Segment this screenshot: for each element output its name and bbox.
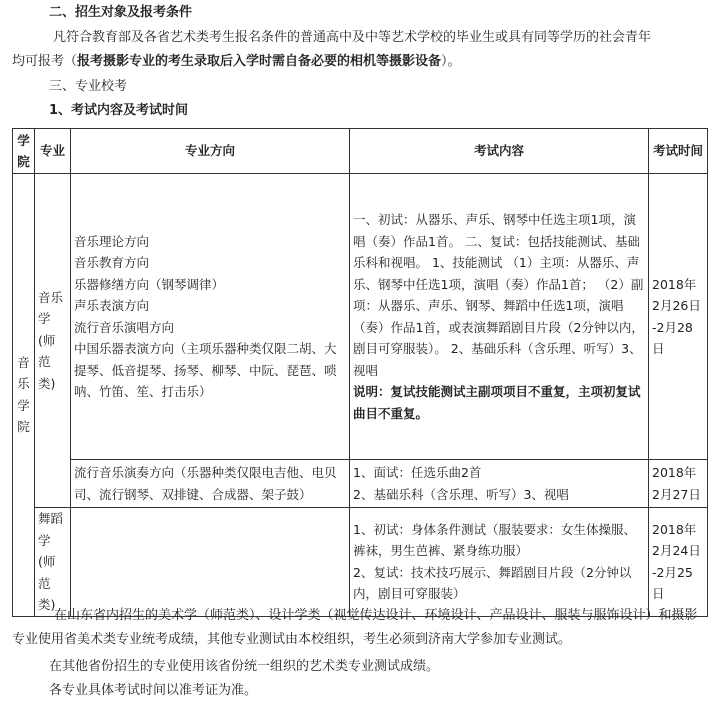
content-note: 说明：复试技能测试主副项项目不重复，主项初复试曲目不重复。	[353, 384, 641, 421]
content-cell-dance: 1、初试：身体条件测试（服装要求：女生体操服、裤袜，男生芭裤、紧身练功服） 2、复试：技术技巧展示、舞蹈剧目片段（2分钟以内，剧目可穿服装）	[350, 508, 649, 617]
table-header-row	[13, 129, 708, 174]
header-direction: 专业方向	[71, 129, 350, 174]
major-cell-music: 音乐 学(师 范类)	[35, 174, 71, 508]
college-cell: 音 乐 学 院	[13, 174, 35, 617]
other-provinces-paragraph: 在其他省份招生的专业使用该省份统一组织的艺术类专业测试成绩。	[49, 659, 440, 674]
exam-time-notice: 各专业具体考试时间以准考证为准。	[49, 683, 258, 698]
direction-cell-music: 音乐理论方向 音乐教育方向 乐器修缮方向（钢琴调律） 声乐表演方向 流行音乐演唱方向 中国乐器表演方向（主项乐器种类仅限二胡、大提琴、低音提琴、扬琴、柳琴、中阮、琵琶、唢呐、竹笛、笙、打击乐）	[71, 174, 350, 460]
photography-equipment-note: 报考摄影专业的考生录取后入学时需自备必要的相机等摄影设备	[77, 54, 442, 69]
content-text: 一、初试：从器乐、声乐、钢琴中任选主项1项，演唱（奏）作品1首。 二、复试：包括技能测试、基础乐科和视唱。 1、技能测试 （1）主项：从器乐、声乐、钢琴中任选1项，演唱（奏）作品1首； （2）副项：从器乐、声乐、钢琴、舞蹈中任选1项，演唱（奏）作品1首，或表演舞蹈剧目片段（2分钟以内，剧目可穿服装）。 2、基础乐科（含乐理、听写）3、视唱	[353, 212, 644, 378]
direction-cell-dance	[71, 508, 350, 617]
content-cell-pop: 1、面试：任选乐曲2首 2、基础乐科（含乐理、听写）3、视唱	[350, 460, 649, 508]
table-row	[13, 174, 708, 460]
section-2-title: 二、招生对象及报考条件	[49, 5, 193, 20]
section-3-title: 三、专业校考	[49, 79, 128, 94]
header-major: 专业	[35, 129, 71, 174]
paren-open-text: 均可报考（	[12, 54, 78, 69]
subsection-1-title: 1、考试内容及考试时间	[49, 103, 189, 118]
table-row	[13, 508, 708, 617]
major-cell-dance: 舞蹈 学(师 范类)	[35, 508, 71, 617]
time-cell-music: 2018年 2月26日 -2月28日	[649, 174, 708, 460]
header-college: 学 院	[13, 129, 35, 174]
header-content: 考试内容	[350, 129, 649, 174]
table-row	[13, 460, 708, 508]
section-2-paragraph-line1: 凡符合教育部及各省艺术类考生报名条件的普通高中及中等艺术学校的毕业生或具有同等学历的社会青年	[53, 30, 652, 45]
exam-schedule-table	[12, 128, 708, 617]
header-time: 考试时间	[649, 129, 708, 174]
content-cell-music	[350, 174, 649, 460]
direction-cell-pop: 流行音乐演奏方向（乐器种类仅限电吉他、电贝司、流行钢琴、双排键、合成器、架子鼓）	[71, 460, 350, 508]
time-cell-dance: 2018年 2月24日 -2月25日	[649, 508, 708, 617]
art-exam-paragraph: 在山东省内招生的美术学（师范类）、设计学类（视觉传达设计、环境设计、产品设计、服装与服饰设计）和摄影专业使用省美术类专业统考成绩，其他专业测试由本校组织，考生必须到济南大学参加专业测试。	[12, 608, 698, 647]
paren-close-text: ）。	[441, 54, 461, 69]
section-2-paragraph-line2	[12, 51, 461, 73]
time-cell-pop: 2018年 2月27日	[649, 460, 708, 508]
